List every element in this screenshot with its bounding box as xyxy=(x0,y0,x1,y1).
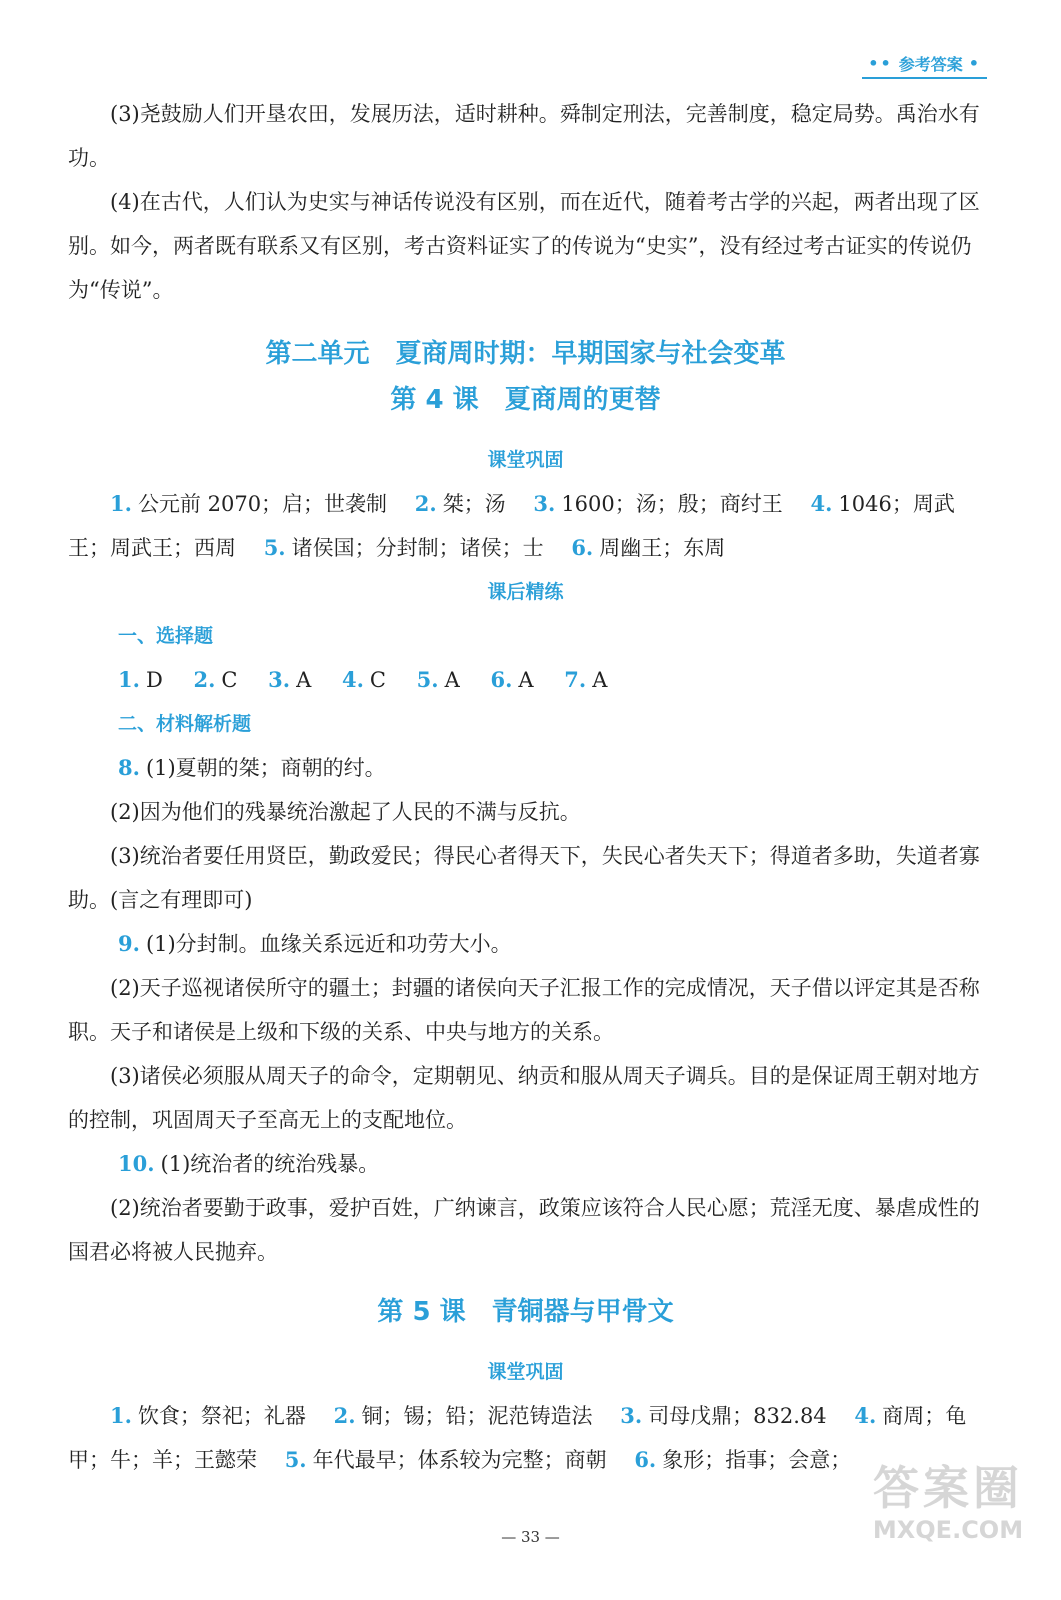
dots-decoration-icon: •• xyxy=(868,54,893,73)
section-choice-title: 一、选择题 xyxy=(118,625,214,647)
q8-answer-2: (2)因为他们的残暴统治激起了人民的不满与反抗。 xyxy=(110,800,581,824)
lesson-5-class-title: 课堂巩固 xyxy=(487,1361,564,1383)
q9-answer-2: (2)天子巡视诸侯所守的疆土；封疆的诸侯向天子汇报工作的完成情况，天子借以评定其是否称职。天子和诸侯是上级和下级的关系、中央与地方的关系。 xyxy=(68,976,980,1044)
choice-answers: 1. D 2. C 3. A 4. C 5. A 6. A 7. A xyxy=(118,667,608,692)
watermark-text-top: 答案圈 xyxy=(873,1461,1023,1515)
q9-answer-1: 9. (1)分封制。血缘关系远近和功劳大小。 xyxy=(118,931,512,956)
q9-answer-3: (3)诸侯必须服从周天子的命令，定期朝见、纳贡和服从周天子调兵。目的是保证周王朝对地方的控制，巩固周天子至高无上的支配地位。 xyxy=(68,1064,980,1132)
q8-answer-3: (3)统治者要任用贤臣，勤政爱民；得民心者得天下，失民心者失天下；得道者多助，失道者寡助。(言之有理即可) xyxy=(68,844,980,912)
q8-answer-1: 8. (1)夏朝的桀；商朝的纣。 xyxy=(118,755,386,780)
dot-decoration-icon: • xyxy=(968,54,981,73)
lesson-5-class-answers: 1. 饮食；祭祀；礼器 2. 铜；锡；铅；泥范铸造法 3. 司母戊鼎；832.84 4. 商周；龟甲；牛；羊；王懿荣 5. 年代最早；体系较为完整；商朝 6. 象形；指事；会意； xyxy=(68,1403,967,1472)
unit-title: 第二单元 夏商周时期：早期国家与社会变革 xyxy=(265,339,786,369)
q10-answer-2: (2)统治者要勤于政事，爱护百姓，广纳谏言，政策应该符合人民心愿；荒淫无度、暴虐成性的国君必将被人民抛弃。 xyxy=(68,1196,980,1264)
watermark-text-bottom: MXQE.COM xyxy=(872,1516,1024,1544)
lesson-4-class-answers: 1. 公元前 2070；启；世袭制 2. 桀；汤 3. 1600；汤；殷；商纣王 4. 1046；周武王；周武王；西周 5. 诸侯国；分封制；诸侯；士 6. 周幽王；东周 xyxy=(68,491,955,560)
lesson-4-class-title: 课堂巩固 xyxy=(487,449,564,471)
page-content xyxy=(68,92,983,1482)
lesson-5-title: 第 5 课 青铜器与甲骨文 xyxy=(377,1297,674,1327)
badge-label: 参考答案 xyxy=(898,55,963,74)
prev-answer-3: (3)尧鼓励人们开垦农田，发展历法，适时耕种。舜制定刑法，完善制度，稳定局势。禹治水有功。 xyxy=(68,102,980,170)
section-material-title: 二、材料解析题 xyxy=(118,713,252,735)
reference-answer-badge xyxy=(868,52,981,75)
q10-answer-1: 10. (1)统治者的统治残暴。 xyxy=(118,1151,380,1176)
lesson-4-after-title: 课后精练 xyxy=(487,581,564,603)
prev-answer-4: (4)在古代，人们认为史实与神话传说没有区别，而在近代，随着考古学的兴起，两者出现了区别。如今，两者既有联系又有区别，考古资料证实了的传说为“史实”，没有经过考古证实的传说仍为“传说”。 xyxy=(68,190,980,302)
watermark-logo xyxy=(863,1460,1033,1560)
page-number: — 33 — xyxy=(501,1528,560,1546)
badge-underline xyxy=(862,77,987,79)
lesson-4-title: 第 4 课 夏商周的更替 xyxy=(390,385,661,415)
